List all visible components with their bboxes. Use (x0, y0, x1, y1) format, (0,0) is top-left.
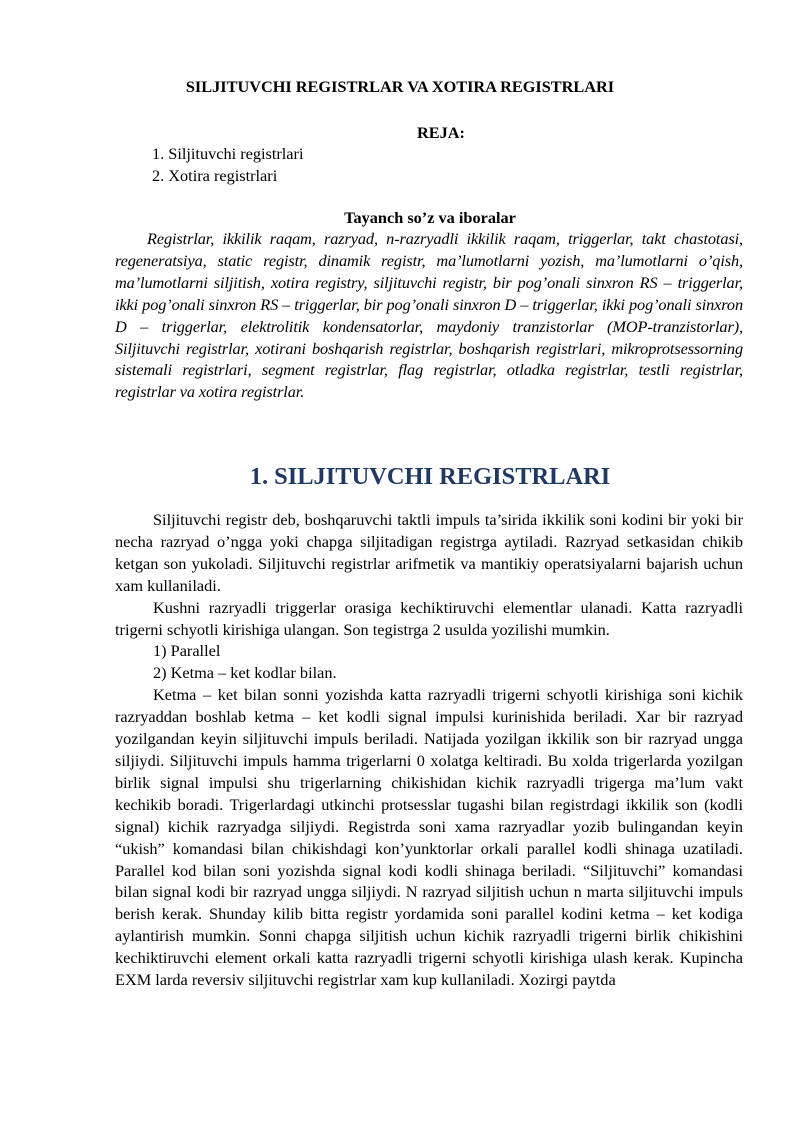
list-item: 2) Ketma – ket kodlar bilan. (153, 663, 337, 683)
body-paragraph: Kushni razryadli triggerlar orasiga kechiktiruvchi elementlar ulanadi. Katta razryadli trigerni schyotli kirishiga ulangan. Son tegistrga 2 usulda yozilishi mumkin. (115, 597, 743, 639)
keywords-heading: Tayanch so’z va iboralar (344, 208, 516, 227)
plan-list (152, 143, 303, 187)
plan-item: 1. Siljituvchi registrlari (152, 144, 304, 163)
plan-item: 2. Xotira registrlari (152, 165, 278, 185)
document-title: SILJITUVCHI REGISTRLAR VA XOTIRA REGISTRLARI (185, 77, 615, 96)
section-heading: 1. SILJITUVCHI REGISTRLARI (249, 463, 611, 490)
body-paragraph: Siljituvchi registr deb, boshqaruvchi taktli impuls ta’sirida ikkilik soni kodini bir yoki bir necha razryad o’ngga yoki chapga siljitadigan registrga aytiladi. Razryad setkasidan chikib ketgan son yukoladi. Siljituvchi registrlar arifmetik va mantikiy operatsiyalarni bajarish uchun xam kullaniladi. (115, 510, 743, 595)
section-body (115, 509, 743, 991)
body-paragraph: Ketma – ket bilan sonni yozishda katta razryadli trigerni schyotli kirishiga soni kichik razryaddan boshlab ketma – ket kodli signal impulsi kurinishida beriladi. Xar bir razryad yozilgandan keyin siljituvchi impuls beriladi. Natijada yozilgan ikkilik son bir razryad ungga siljiydi. Siljituvchi impuls hamma trigerlarni 0 xolatga keltiradi. Bu xolda trigerlarda yozilgan birlik signal impulsi shu trigerlarning chikishidan kichik razryadli trigerga ma’lum vakt kechikib boradi. Trigerlardagi utkinchi protsesslar tugashi bilan registrdagi ikkilik son (kodli signal) kichik razryadga siljiydi. Registrda soni xama razryadlar yozib bulingandan keyin “ukish” komandasi bilan chikishdagi kon’yunktorlar orkali parallel kodli shinaga uzatiladi. Parallel kod bilan soni yozishda signal kodi kodli shinaga beriladi. “Siljituvchi” komandasi bilan signal kodi bir razryad ungga siljiydi. N razryad siljitish uchun n marta siljituvchi impuls berish kerak. Shunday kilib bitta registr yordamida soni parallel kodini ketma – ket kodiga aylantirish mumkin. Sonni chapga siljitish uchun kichik razryadli trigerni birlik chikishini kechiktiruvchi element orkali katta razryadli trigerni schyotli kirishiga ulash kerak. Kupincha EXM larda reversiv siljituvchi registrlar xam kup kullaniladi. Xozirgi paytda (115, 685, 743, 990)
keywords-paragraph: Registrlar, ikkilik raqam, razryad, n-razryadli ikkilik raqam, triggerlar, takt chastotasi, regeneratsiya, static registr, dinamik registr, ma’lumotlarni yozish, ma’lumotlarni o’qish, ma’lumotlarni siljitish, xotira registry, siljituvchi registr, bir pog’onali sinxron RS – triggerlar, ikki pog’onali sinxron RS – triggerlar, bir pog’onali sinxron D – triggerlar, ikki pog’onali sinxron D – triggerlar, elektrolitik kondensatorlar, maydoniy tranzistorlar (MOP-tranzistorlar), Siljituvchi registrlar, xotirani boshqarish registrlar, boshqarish registrlari, mikroprotsessorning sistemali registrlari, segment registrlar, flag registrlar, otladka registrlar, testli registrlar, registrlar va xotira registrlar. (115, 229, 743, 402)
list-item: 1) Parallel (153, 641, 221, 661)
plan-heading: REJA: (417, 123, 465, 142)
